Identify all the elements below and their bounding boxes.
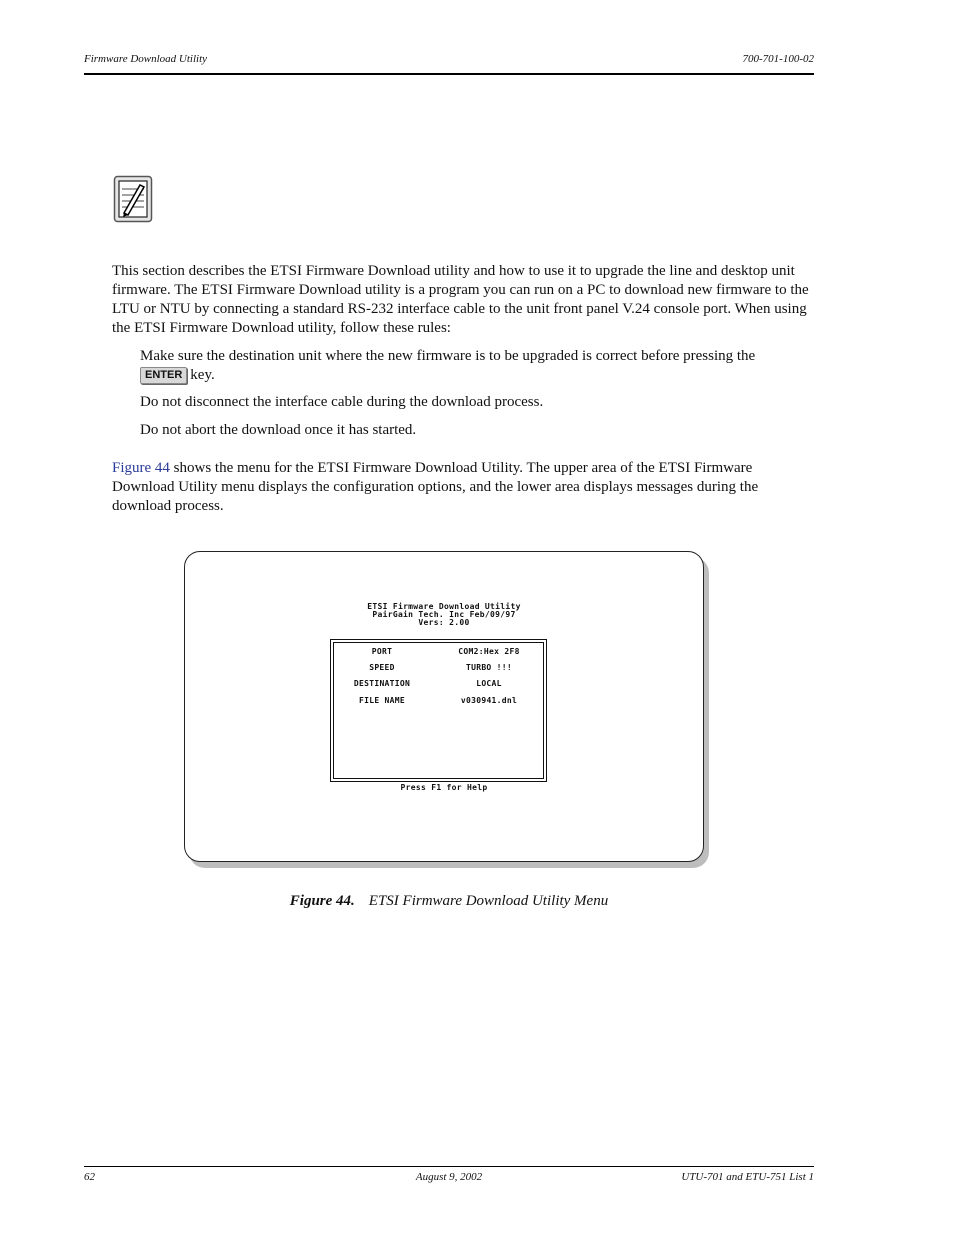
footer-date: August 9, 2002 xyxy=(415,1171,483,1183)
menu-value-file-name[interactable]: v030941.dnl xyxy=(460,696,518,705)
rule-cable: Do not disconnect the interface cable during the download process. xyxy=(140,394,544,410)
menu-value-destination[interactable]: LOCAL xyxy=(476,679,502,688)
utility-title: ETSI Firmware Download Utility xyxy=(367,602,521,611)
menu-value-port[interactable]: COM2:Hex 2F8 xyxy=(458,647,520,656)
rule-abort: Do not abort the download once it has started. xyxy=(140,422,417,438)
footer-rule xyxy=(84,1166,814,1167)
utility-vendor-line: PairGain Tech. Inc Feb/09/97 xyxy=(372,610,516,619)
help-hint: Press F1 for Help xyxy=(400,783,488,792)
menu-label-destination[interactable]: DESTINATION xyxy=(353,679,411,688)
figure-caption-title: ETSI Firmware Download Utility Menu xyxy=(368,893,609,909)
utility-version: Vers: 2.00 xyxy=(418,618,470,627)
figure-44-link[interactable]: Figure 44 xyxy=(112,460,170,476)
figure-reference-paragraph xyxy=(112,459,814,516)
page-number: 62 xyxy=(84,1171,95,1183)
menu-label-file-name[interactable]: FILE NAME xyxy=(358,696,406,705)
intro-paragraph: This section describes the ETSI Firmware Download utility and how to use it to upgrade the line and desktop unit firmware. The ETSI Firmware Download utility is a program you can run on a PC to download new firmware to the LTU or NTU by connecting a standard RS-232 interface cable to the unit front panel V.24 console port. When using the ETSI Firmware Download utility, follow these rules: xyxy=(112,263,809,336)
rule-destination-text: Make sure the destination unit where the new firmware is to be upgraded is correct before pressing the xyxy=(140,348,756,364)
config-menu-inner xyxy=(333,642,544,779)
enter-key-icon: ENTER xyxy=(140,367,187,384)
figure-caption-number: Figure 44. xyxy=(289,893,355,909)
menu-label-port[interactable]: PORT xyxy=(371,647,393,656)
figure-reference-text: shows the menu for the ETSI Firmware Download Utility. The upper area of the ETSI Firmware Download Utility menu displays the configuration options, and the lower area displays messages during the download process. xyxy=(112,460,759,514)
header-rule xyxy=(84,73,814,75)
menu-value-speed[interactable]: TURBO !!! xyxy=(465,663,513,672)
footer-product: UTU-701 and ETU-751 List 1 xyxy=(681,1171,814,1183)
running-header-doc-number: 700-701-100-02 xyxy=(742,53,814,65)
config-menu-box xyxy=(330,639,547,782)
menu-label-speed[interactable]: SPEED xyxy=(369,663,395,672)
running-header-title: Firmware Download Utility xyxy=(84,53,208,65)
figure-caption xyxy=(0,893,898,910)
note-pencil-icon xyxy=(113,175,153,223)
rule-destination-suffix: key. xyxy=(190,367,215,383)
rule-destination xyxy=(140,347,814,385)
